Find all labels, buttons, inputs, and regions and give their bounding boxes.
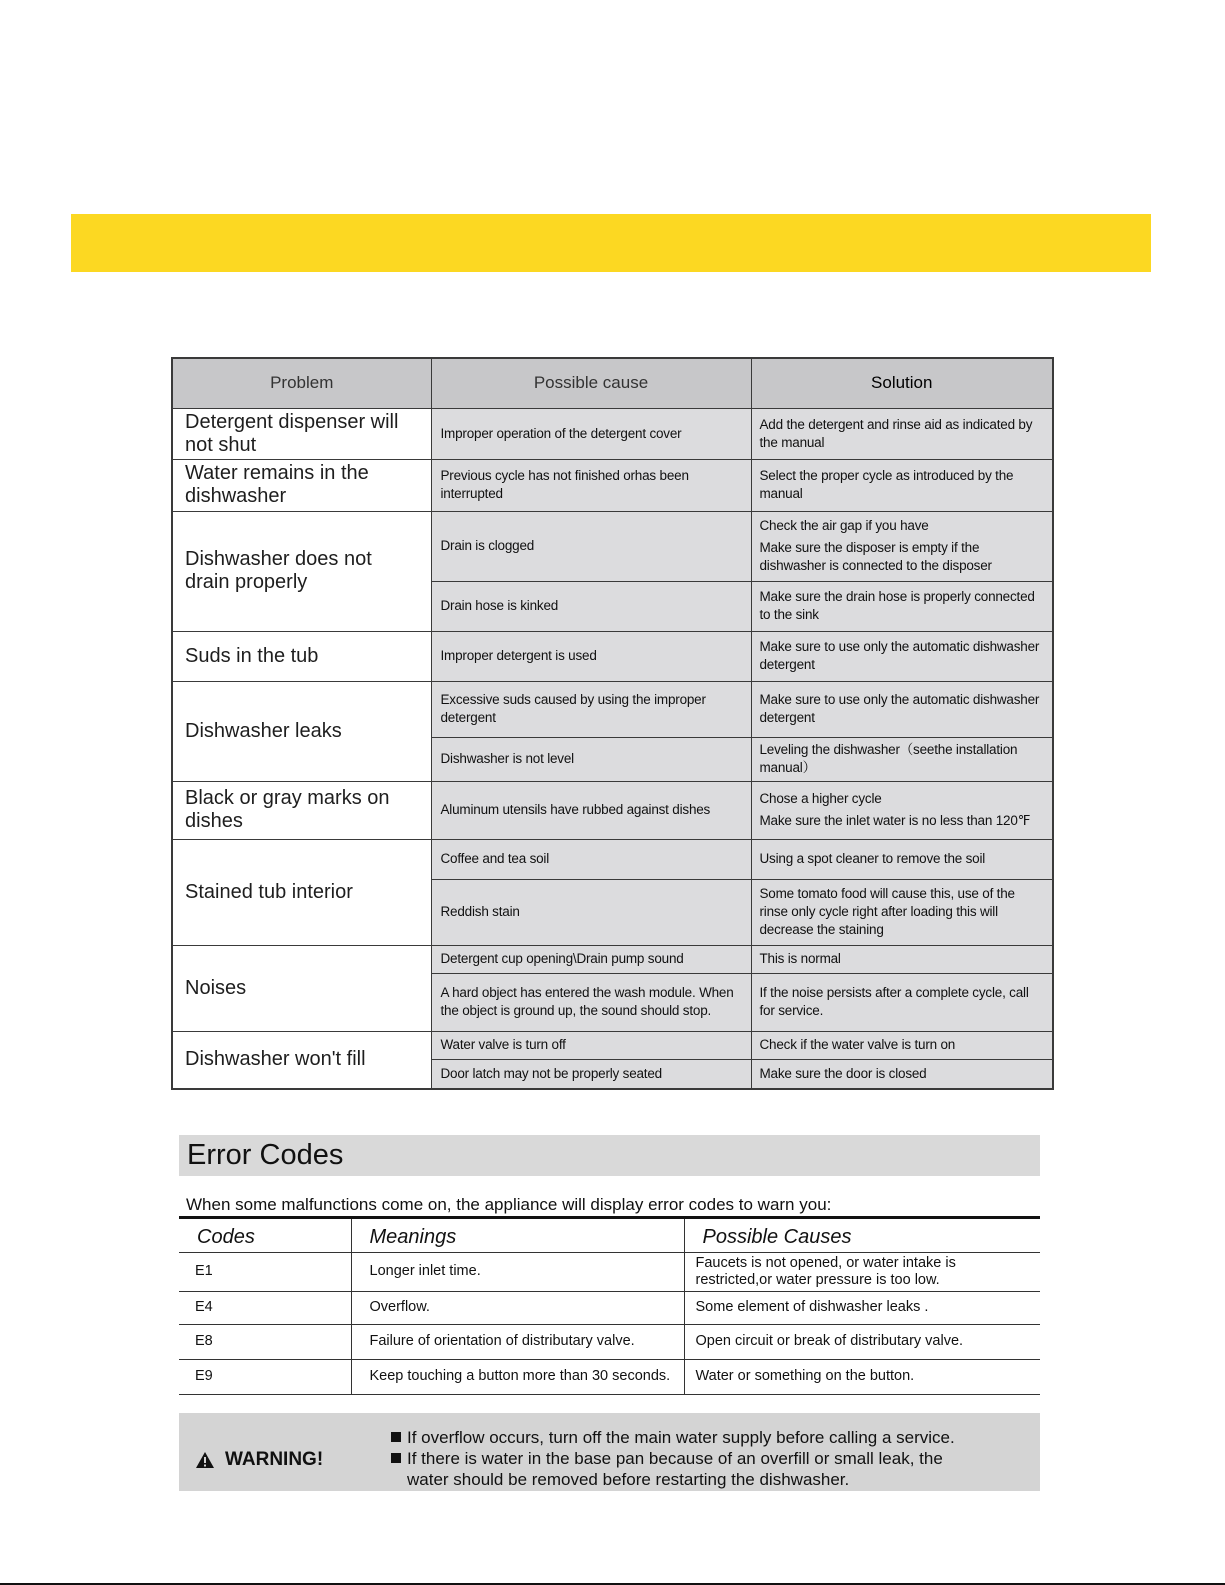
solution-line: Make sure the door is closed [759, 1065, 927, 1081]
solution-line: This is normal [759, 951, 841, 966]
solution-line: Check the air gap if you have [759, 518, 929, 533]
solution-line: Make sure to use only the automatic dishwasher detergent [759, 639, 1040, 672]
solution-cell [751, 459, 1053, 511]
code-cell: E4 [179, 1291, 351, 1324]
cause-cell: Previous cycle has not finished orhas been interrupted [431, 459, 751, 511]
warning-box [179, 1413, 1040, 1491]
problem-cell: Dishwasher leaks [172, 681, 431, 781]
solution-cell [751, 945, 1053, 973]
solution-column-header: Solution [751, 358, 1053, 408]
troubleshooting-row [172, 631, 1053, 681]
cause-cell: Improper operation of the detergent cover [431, 408, 751, 459]
error-codes-title: Error Codes [187, 1139, 344, 1171]
problem-cell: Suds in the tub [172, 631, 431, 681]
meaning-cell: Overflow. [351, 1291, 684, 1324]
problem-cell: Dishwasher won't fill [172, 1031, 431, 1089]
troubleshooting-row [172, 945, 1053, 973]
cause-cell: Reddish stain [431, 879, 751, 945]
solution-cell [751, 879, 1053, 945]
warning-item [391, 1448, 951, 1490]
cause-cell: Drain is clogged [431, 511, 751, 581]
meaning-cell: Keep touching a button more than 30 seconds. [351, 1359, 684, 1394]
warning-item-text: If there is water in the base pan because of an overfill or small leak, the water should be removed before restarting the dishwasher. [407, 1449, 943, 1489]
solution-line: Make sure the inlet water is no less than 120℉ [759, 813, 1031, 828]
problem-cell: Stained tub interior [172, 839, 431, 945]
bullet-square-icon [391, 1432, 401, 1442]
solution-cell [751, 737, 1053, 781]
code-cell: E9 [179, 1359, 351, 1394]
solution-line: Make sure the disposer is empty if the dishwasher is connected to the disposer [759, 540, 992, 573]
troubleshooting-header-row [172, 358, 1053, 408]
problem-cell: Water remains in the dishwasher [172, 459, 431, 511]
solution-line: Make sure to use only the automatic dishwasher detergent [759, 692, 1040, 725]
warning-label-group [195, 1449, 323, 1471]
error-code-row [179, 1291, 1040, 1324]
troubleshooting-row [172, 781, 1053, 839]
problem-cell: Detergent dispenser will not shut [172, 408, 431, 459]
warning-triangle-icon [195, 1451, 215, 1469]
warning-label: WARNING! [225, 1449, 324, 1470]
cause-cell: Drain hose is kinked [431, 581, 751, 631]
troubleshooting-row [172, 459, 1053, 511]
meanings-column-header: Meanings [351, 1219, 684, 1252]
cause-cell: Faucets is not opened, or water intake is restricted,or water pressure is too low. [684, 1252, 1040, 1291]
cause-cell: Dishwasher is not level [431, 737, 751, 781]
error-codes-header [179, 1135, 1040, 1176]
solution-cell [751, 781, 1053, 839]
error-codes-intro: When some malfunctions come on, the appliance will display error codes to warn you: [186, 1195, 832, 1214]
solution-line: If the noise persists after a complete cycle, call for service. [759, 985, 1029, 1018]
solution-line: Chose a higher cycle [759, 791, 882, 806]
solution-cell [751, 1031, 1053, 1059]
cause-cell: Water valve is turn off [431, 1031, 751, 1059]
warning-item-text: If overflow occurs, turn off the main water supply before calling a service. [407, 1428, 955, 1447]
solution-line: Select the proper cycle as introduced by the manual [759, 468, 1014, 501]
cause-cell: Some element of dishwasher leaks . [684, 1291, 1040, 1324]
error-codes-header-row [179, 1219, 1040, 1252]
solution-line: Using a spot cleaner to remove the soil [759, 851, 986, 866]
solution-cell [751, 681, 1053, 737]
troubleshooting-row [172, 511, 1053, 581]
troubleshooting-body [172, 408, 1053, 1089]
solution-line: Leveling the dishwasher（seethe installation manual） [759, 742, 1018, 775]
error-code-row [179, 1324, 1040, 1359]
bullet-square-icon [391, 1453, 401, 1463]
error-codes-body [179, 1252, 1040, 1394]
troubleshooting-row [172, 1031, 1053, 1059]
solution-cell [751, 511, 1053, 581]
cause-cell: A hard object has entered the wash module. When the object is ground up, the sound should stop. [431, 973, 751, 1031]
cause-cell: Water or something on the button. [684, 1359, 1040, 1394]
section-header-band [71, 214, 1151, 272]
error-code-row [179, 1252, 1040, 1291]
warning-item [391, 1427, 955, 1448]
cause-cell: Open circuit or break of distributary valve. [684, 1324, 1040, 1359]
solution-line: Make sure the drain hose is properly connected to the sink [759, 589, 1035, 622]
error-codes-table [179, 1219, 1040, 1395]
solution-line: Check if the water valve is turn on [759, 1037, 956, 1052]
solution-cell [751, 408, 1053, 459]
cause-cell: Improper detergent is used [431, 631, 751, 681]
solution-line: Add the detergent and rinse aid as indicated by the manual [759, 416, 1033, 450]
problem-cell: Dishwasher does not drain properly [172, 511, 431, 631]
solution-cell [751, 839, 1053, 879]
solution-cell [751, 631, 1053, 681]
cause-cell: Coffee and tea soil [431, 839, 751, 879]
codes-column-header: Codes [179, 1219, 351, 1252]
cause-column-header: Possible cause [431, 358, 751, 408]
cause-cell: Door latch may not be properly seated [431, 1059, 751, 1089]
solution-cell [751, 581, 1053, 631]
meaning-cell: Failure of orientation of distributary valve. [351, 1324, 684, 1359]
code-cell: E1 [179, 1252, 351, 1291]
cause-cell: Detergent cup opening\Drain pump sound [431, 945, 751, 973]
problem-column-header: Problem [172, 358, 431, 408]
troubleshooting-table [171, 357, 1054, 1090]
solution-line: Some tomato food will cause this, use of the rinse only cycle right after loading this will decrease the staining [759, 886, 1015, 937]
problem-cell: Black or gray marks on dishes [172, 781, 431, 839]
meaning-cell: Longer inlet time. [351, 1252, 684, 1291]
cause-cell: Excessive suds caused by using the improper detergent [431, 681, 751, 737]
possible-causes-column-header: Possible Causes [684, 1219, 1040, 1252]
solution-cell [751, 973, 1053, 1031]
troubleshooting-row [172, 408, 1053, 459]
troubleshooting-row [172, 839, 1053, 879]
problem-cell: Noises [172, 945, 431, 1031]
troubleshooting-row [172, 681, 1053, 737]
warning-list [391, 1427, 955, 1490]
error-code-row [179, 1359, 1040, 1394]
cause-cell: Aluminum utensils have rubbed against dishes [431, 781, 751, 839]
solution-cell [751, 1059, 1053, 1089]
code-cell: E8 [179, 1324, 351, 1359]
